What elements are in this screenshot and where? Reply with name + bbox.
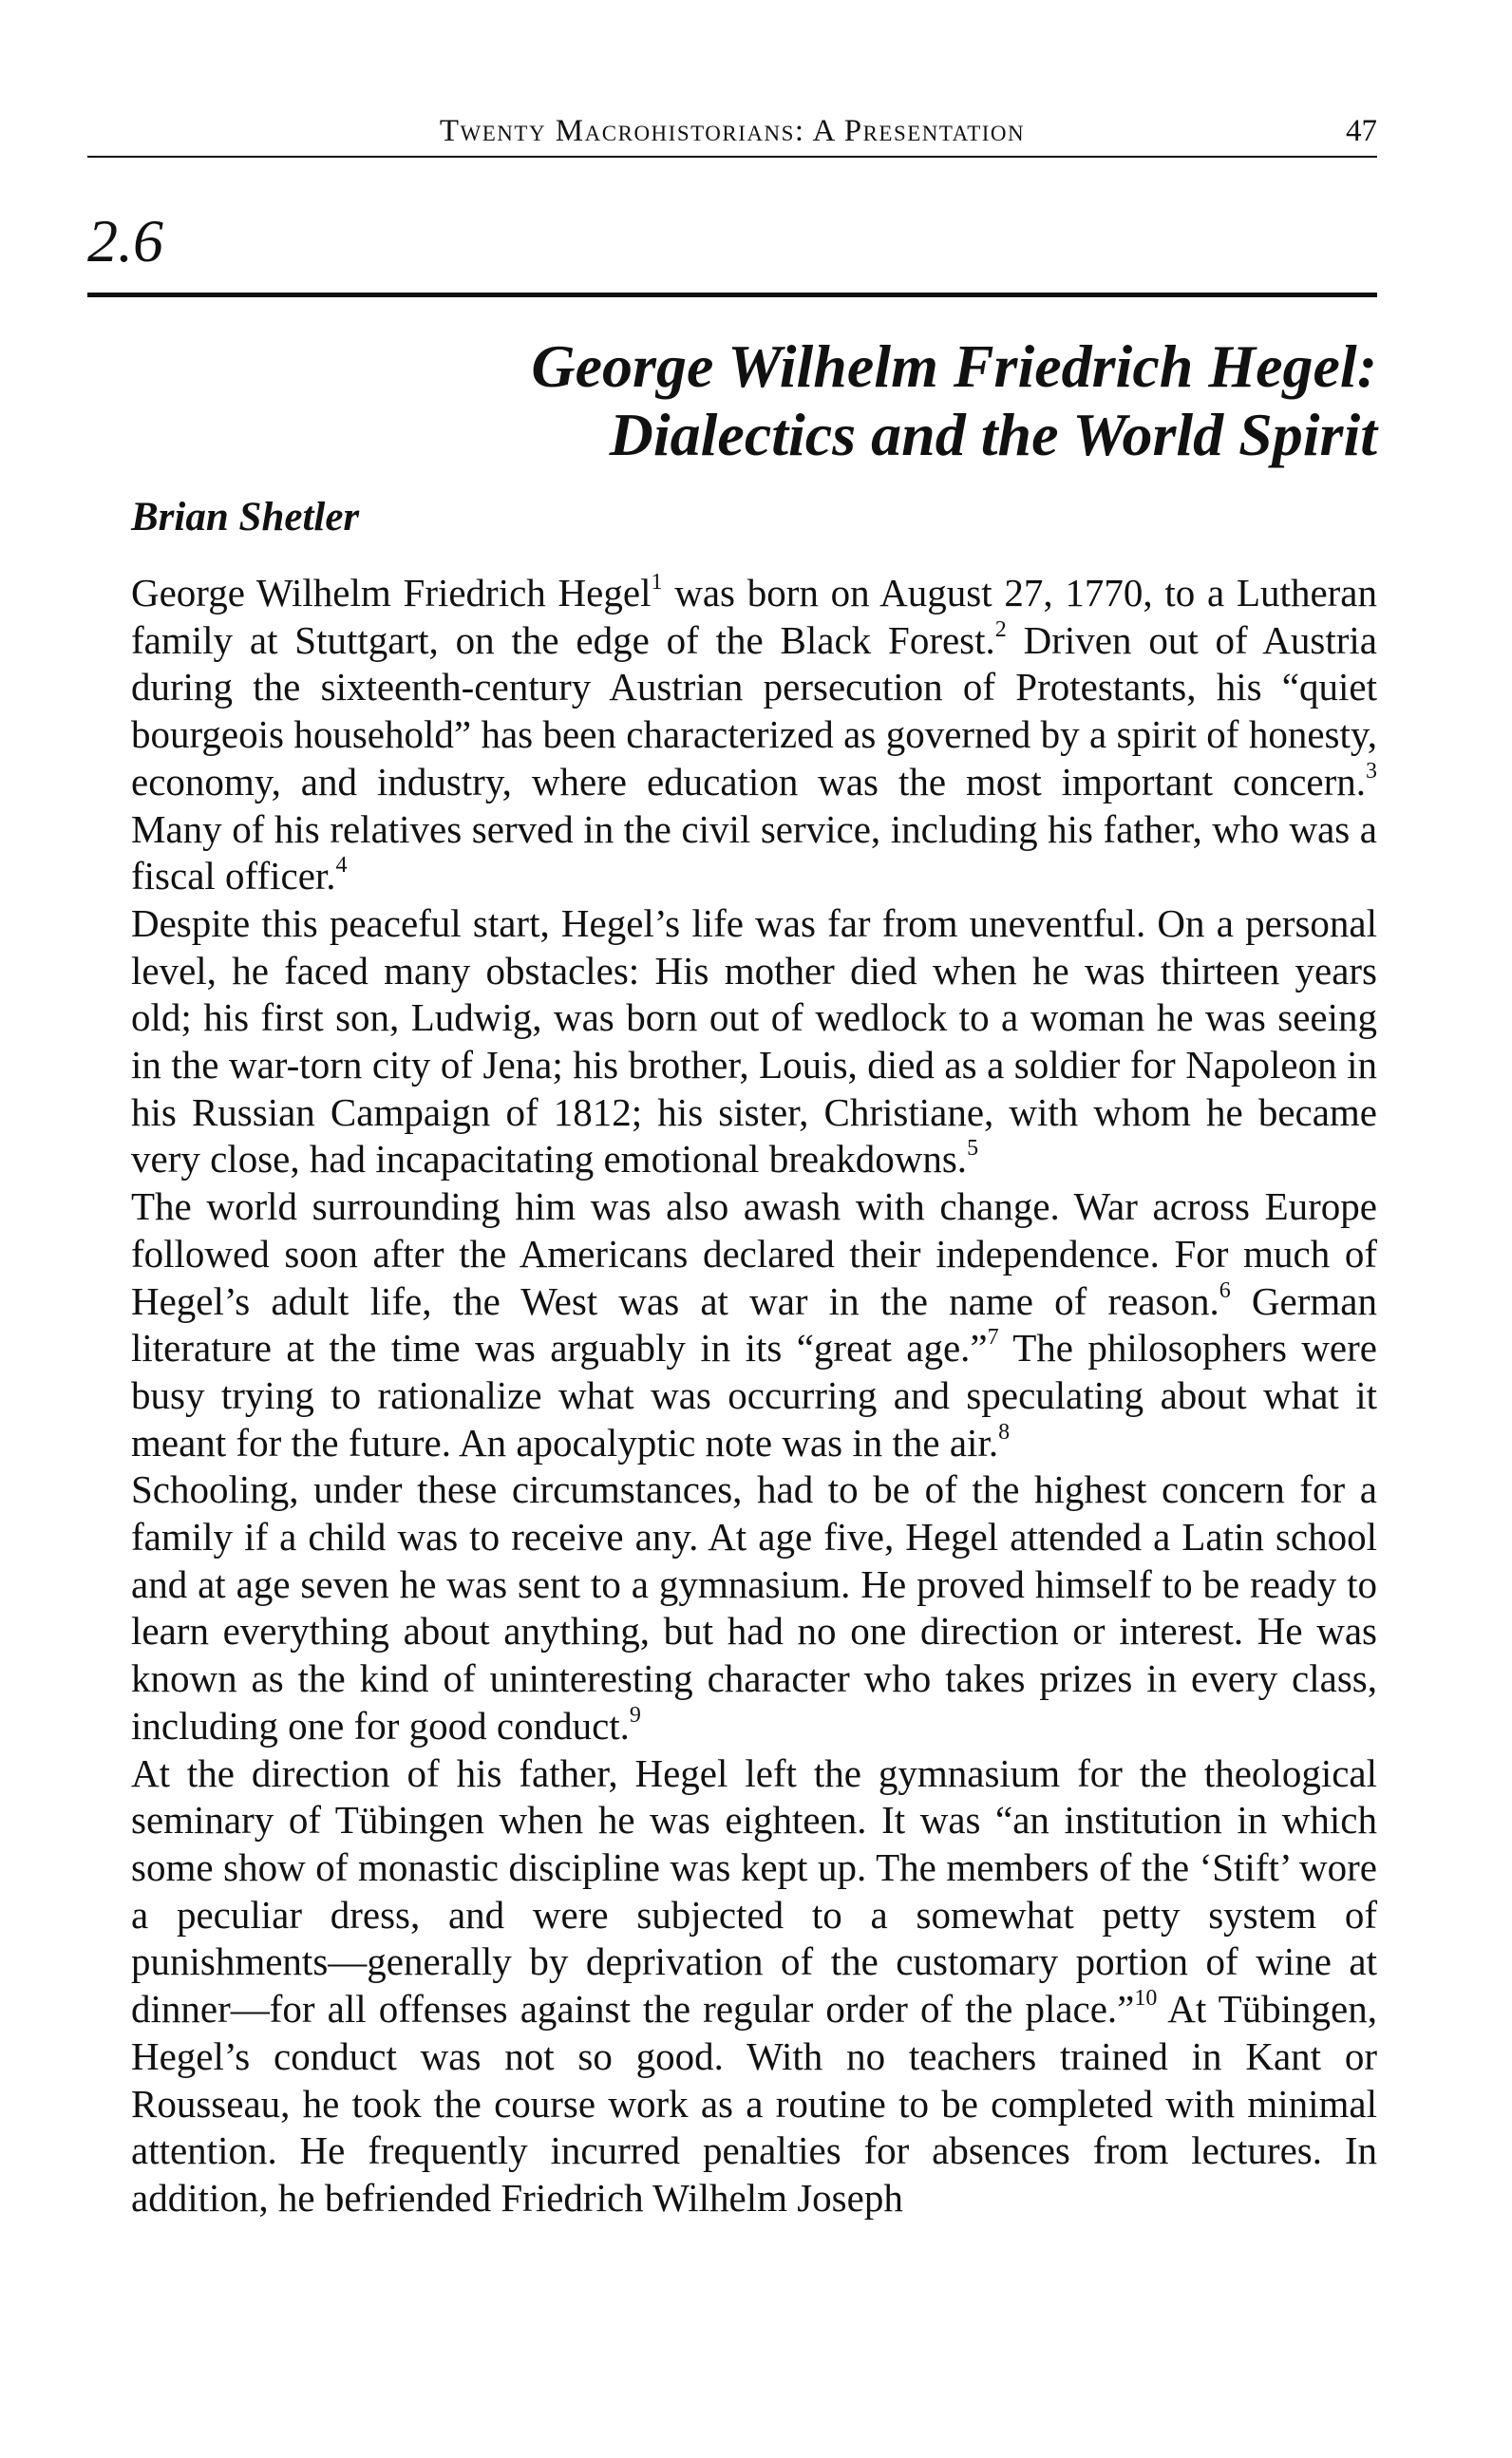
chapter-title-line-1: George Wilhelm Friedrich Hegel:	[531, 332, 1377, 400]
footnote-marker: 5	[967, 1136, 979, 1162]
paragraph-text: At Tübingen, Hegel’s conduct was not so good. With no teachers trained in Kant or Rousseau, he took the course work as a routine to be completed with minimal attention. He frequently incurred penalties for absences from lectures. In addition, he befriended Friedrich Wilhelm Joseph	[131, 1987, 1377, 2220]
paragraph-text: The philosophers were busy trying to rationalize what was occurring and speculating about what it meant for the future. An apocalyptic note was in the air.	[131, 1326, 1377, 1465]
footnote-marker: 6	[1219, 1277, 1231, 1303]
page-number: 47	[1346, 114, 1377, 148]
author-name: Brian Shetler	[131, 495, 360, 539]
chapter-title-line-2: Dialectics and the World Spirit	[609, 401, 1377, 468]
footnote-marker: 7	[987, 1325, 999, 1351]
footnote-marker: 8	[998, 1419, 1011, 1445]
body-text	[131, 570, 1377, 2222]
paragraph-text: German literature at the time was arguably in its “great age.”	[131, 1278, 1377, 1371]
running-title: Twenty Macrohistorians: A Presentation	[439, 114, 1026, 148]
body-paragraph	[131, 570, 1377, 900]
footnote-marker: 10	[1134, 1986, 1158, 2012]
section-number: 2.6	[87, 207, 163, 274]
paragraph-text: George Wilhelm Friedrich Hegel	[131, 571, 652, 614]
paragraph-text: Driven out of Austria during the sixteenth-century Austrian persecution of Protestants, his “quiet bourgeois household” has been characterized as governed by a spirit of honesty, economy, and industry, where education was the most important concern.	[131, 617, 1377, 804]
body-paragraph	[131, 1466, 1377, 1749]
paragraph-text: was born on August 27, 1770, to a Lutheran family at Stuttgart, on the edge of the Black Forest.	[131, 571, 1377, 662]
running-header	[87, 112, 1377, 158]
body-paragraph	[131, 1750, 1377, 2222]
footnote-marker: 4	[335, 853, 348, 879]
footnote-marker: 9	[629, 1702, 641, 1728]
paragraph-text: Schooling, under these circumstances, had to be of the highest concern for a family if a child was to receive any. At age five, Hegel attended a Latin school and at age seven he was sent to a gymnasium. He proved himself to be ready to learn everything about anything, but had no one direction or interest. He was known as the kind of uninteresting character who takes prizes in every class, including one for good conduct.	[131, 1467, 1377, 1748]
paragraph-text: Many of his relatives served in the civil service, including his father, who was a fiscal officer.	[131, 806, 1377, 898]
paragraph-text: Despite this peaceful start, Hegel’s life was far from uneventful. On a personal level, he faced many obstacles: His mother died when he was thirteen years old; his first son, Ludwig, was born out of wedlock to a woman he was seeing in the war-torn city of Jena; his brother, Louis, died as a soldier for Napoleon in his Russian Campaign of 1812; his sister, Christiane, with whom he became very close, had incapacitating emotional breakdowns.	[131, 900, 1377, 1182]
body-paragraph	[131, 900, 1377, 1183]
body-paragraph	[131, 1183, 1377, 1466]
footnote-marker: 3	[1366, 758, 1377, 784]
paragraph-text: At the direction of his father, Hegel left the gymnasium for the theological seminary of Tübingen when he was eighteen. It was “an institution in which some show of monastic discipline was kept up. The members of the ‘Stift’ wore a peculiar dress, and were subjected to a somewhat petty system of punishments—generally by deprivation of the customary portion of wine at dinner—for all offenses against the regular order of the place.”	[131, 1750, 1377, 2032]
section-rule	[87, 293, 1377, 297]
paragraph-text: The world surrounding him was also awash with change. War across Europe followed soon after the Americans declared their independence. For much of Hegel’s adult life, the West was at war in the name of reason.	[131, 1184, 1377, 1323]
chapter-title	[531, 332, 1377, 469]
footnote-marker: 1	[651, 570, 663, 595]
footnote-marker: 2	[994, 616, 1007, 642]
